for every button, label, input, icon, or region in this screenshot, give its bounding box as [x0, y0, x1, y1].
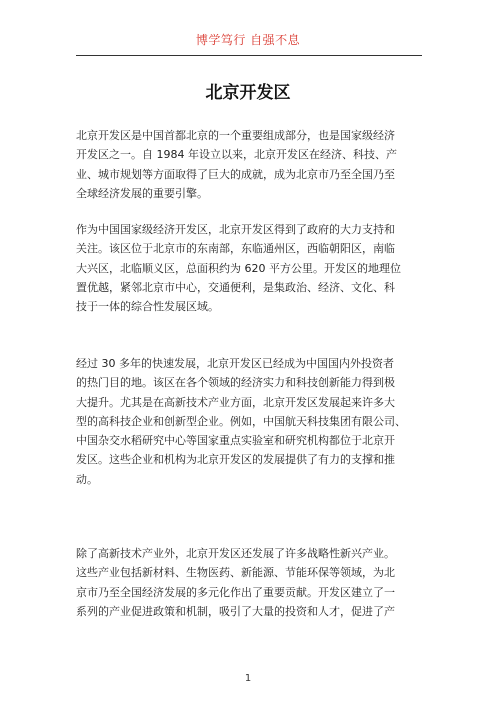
- header-slogan: 博学笃行 自强不息: [195, 33, 301, 47]
- paragraph-line: 全球经济发展的重要引擎。: [76, 186, 208, 200]
- paragraph-line: 大提升。尤其是在高新技术产业方面，北京开发区发展起来许多大: [76, 395, 395, 409]
- paragraph-line: 业、城市规划等方面取得了巨大的成就，成为北京市乃至全国乃至: [76, 167, 395, 181]
- paragraph-line: 中国杂交水稻研究中心等国家重点实验室和研究机构都位于北京开: [76, 434, 395, 448]
- paragraph-line: 京市乃至全国经济发展的多元化作出了重要贡献。开发区建立了一: [76, 585, 395, 599]
- header-divider: [76, 55, 422, 56]
- paragraph-1: [76, 126, 422, 203]
- paragraph-line: 系列的产业促进政策和机制，吸引了大量的投资和人才，促进了产: [76, 604, 395, 618]
- paragraph-3: [76, 354, 422, 489]
- document-title: 北京开发区: [205, 83, 291, 103]
- paragraph-line: 除了高新技术产业外，北京开发区还发展了许多战略性新兴产业。: [76, 547, 395, 560]
- page-number: 1: [244, 673, 252, 684]
- paragraph-line: 发区。这些企业和机构为北京开发区的发展提供了有力的支撑和推: [76, 453, 395, 467]
- paragraph-line: 作为中国国家级经济开发区，北京开发区得到了政府的大力支持和: [76, 223, 395, 236]
- paragraph-4: [76, 544, 422, 621]
- paragraph-line: 开发区之一。自 1984 年设立以来，北京开发区在经济、科技、产: [76, 148, 397, 162]
- paragraph-line: 技于一体的综合性发展区域。: [76, 300, 219, 314]
- paragraph-2: [76, 220, 422, 316]
- paragraph-line: 置优越，紧邻北京市中心，交通便利，是集政治、经济、文化、科: [76, 280, 395, 294]
- paragraph-line: 关注。该区位于北京市的东南部，东临通州区，西临朝阳区，南临: [76, 242, 395, 256]
- paragraph-line: 这些产业包括新材料、生物医药、新能源、节能环保等领域，为北: [76, 566, 395, 580]
- paragraph-line: 北京开发区是中国首都北京的一个重要组成部分，也是国家级经济: [76, 129, 395, 142]
- paragraph-line: 经过 30 多年的快速发展，北京开发区已经成为中国国内外投资者: [76, 357, 394, 370]
- paragraph-line: 型的高科技企业和创新型企业。例如，中国航天科技集团有限公司、: [76, 414, 406, 428]
- paragraph-line: 动。: [76, 472, 98, 486]
- paragraph-line: 的热门目的地。该区在各个领域的经济实力和科技创新能力得到极: [76, 376, 395, 390]
- paragraph-line: 大兴区，北临顺义区，总面积约为 620 平方公里。开发区的地理位: [76, 261, 401, 275]
